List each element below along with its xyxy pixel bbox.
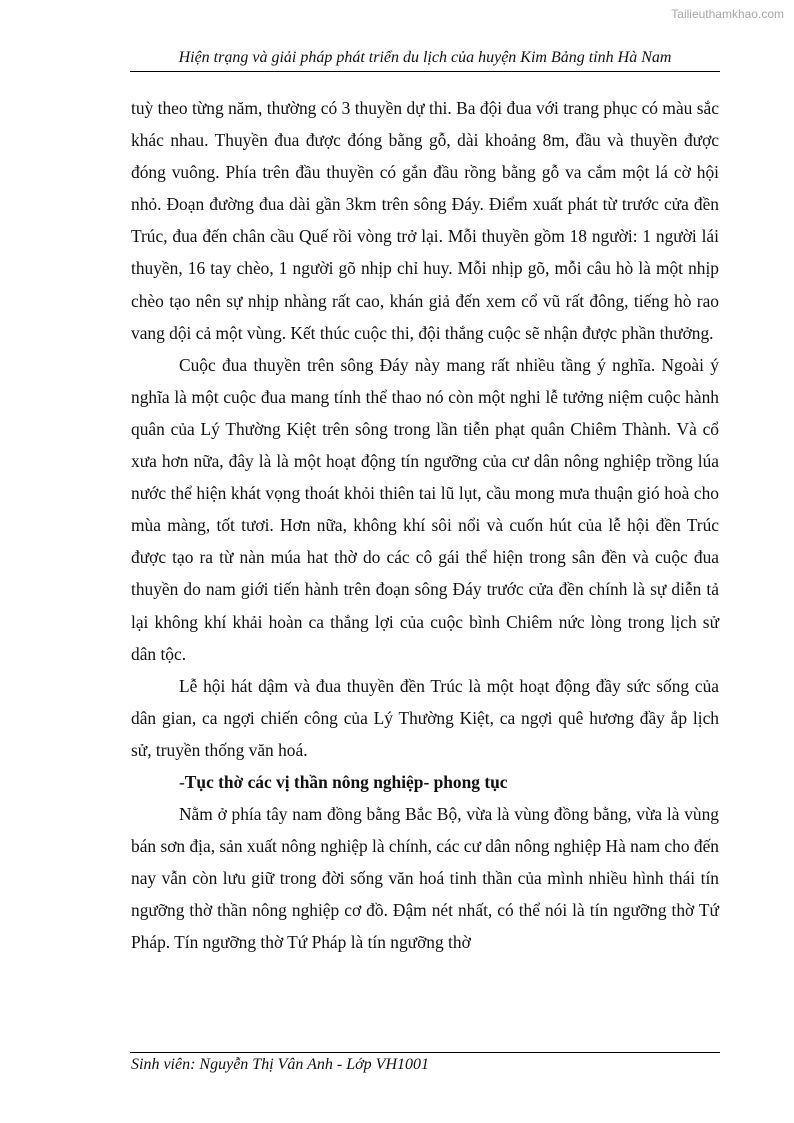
body-paragraph-3: Lễ hội hát dậm và đua thuyền đền Trúc là một hoạt động đầy sức sống của dân gian, ca ngợi chiến công của Lý Thường Kiệt, ca ngợi quê hương đầy ắp lịch sử, truyền thống văn hoá. [131, 675, 719, 760]
document-body [131, 92, 719, 959]
header-divider [130, 71, 720, 72]
section-heading [131, 766, 719, 798]
body-paragraph-2: Cuộc đua thuyền trên sông Đáy này mang rất nhiều tầng ý nghĩa. Ngoài ý nghĩa là một cuộc đua mang tính thể thao nó còn một nghi lễ tưởng niệm cuộc hành quân của Lý Thường Kiệt trên sông trong lần tiễn phạt quân Chiêm Thành. Và cổ xưa hơn nữa, đây là là một hoạt động tín ngưỡng của cư dân nông nghiệp trồng lúa nước thể hiện khát vọng thoát khỏi thiên tai lũ lụt, cầu mong mưa thuận gió hoà cho mùa màng, tốt tươi. Hơn nữa, không khí sôi nổi và cuốn hút của lễ hội đền Trúc được tạo ra từ nàn múa hat thờ do các cô gái thể hiện trong sân đền và cuộc đua thuyền do nam giới tiến hành trên đoạn sông Đáy trước cửa đền chính là sự diễn tả lại không khí khải hoàn ca thắng lợi của cuộc bình Chiêm nức lòng trong lịch sử dân tộc. [131, 354, 719, 664]
section-heading-text: Tục thờ các vị thần nông nghiệp- phong tục [184, 771, 508, 792]
watermark-text: Tailieuthamkhao.com [671, 7, 784, 21]
body-paragraph-4: Nằm ở phía tây nam đồng bằng Bắc Bộ, vừa là vùng đồng bằng, vừa là vùng bán sơn địa, sản xuất nông nghiệp là chính, các cư dân nông nghiệp Hà nam cho đến nay vẫn còn lưu giữ trong đời sống văn hoá tinh thần của mình nhiều hình thái tín ngưỡng thờ thần nông nghiệp cơ đồ. Đậm nét nhất, có thể nói là tín ngưỡng thờ Tứ Pháp. Tín ngưỡng thờ Tứ Pháp là tín ngưỡng thờ [131, 804, 720, 953]
body-paragraph-1: tuỳ theo từng năm, thường có 3 thuyền dự thi. Ba đội đua với trang phục có màu sắc khác nhau. Thuyền đua được đóng bằng gỗ, dài khoảng 8m, đầu và thuyền được đóng vuông. Phía trên đầu thuyền có gắn đầu rồng bằng gỗ va cắm một lá cờ hội nhỏ. Đoạn đường đua dài gần 3km trên sông Đáy. Điểm xuất phát từ trước cửa đền Trúc, đua đến chân cầu Quế rồi vòng trở lại. Mỗi thuyền gồm 18 người: 1 người lái thuyền, 16 tay chèo, 1 người gõ nhịp chỉ huy. Mỗi nhịp gõ, mỗi câu hò là một nhịp chèo tạo nên sự nhịp nhàng rất cao, khán giả đến xem cổ vũ rất đông, tiếng hò rao vang dội cả một vùng. Kết thúc cuộc thi, đội thắng cuộc sẽ nhận được phần thưởng. [131, 98, 719, 343]
page-header-title: Hiện trạng và giải pháp phát triển du lịch của huyện Kim Bảng tỉnh Hà Nam [178, 49, 672, 66]
footer-divider [130, 1052, 720, 1053]
section-heading-dash: - [179, 771, 185, 792]
page-footer-author: Sinh viên: Nguyễn Thị Vân Anh - Lớp VH1001 [131, 1056, 429, 1073]
